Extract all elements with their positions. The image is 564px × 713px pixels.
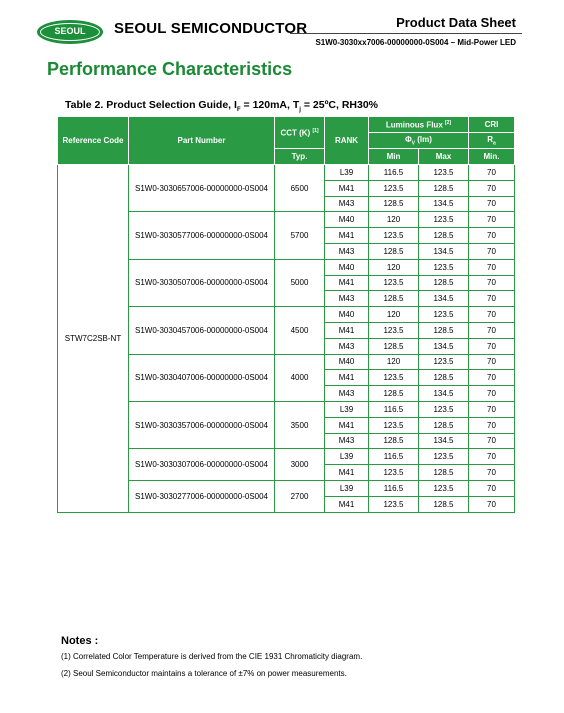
part-number-cell: S1W0-3030657006-00000000-0S004 <box>129 165 275 212</box>
header-cct-typ: Typ. <box>275 149 325 165</box>
flux-max-cell: 123.5 <box>419 401 469 417</box>
flux-min-cell: 128.5 <box>369 386 419 402</box>
document-subtitle: S1W0-3030xx7006-00000000-0S004 – Mid-Power LED <box>315 38 516 47</box>
flux-min-cell: 128.5 <box>369 338 419 354</box>
header-reference-code: Reference Code <box>58 117 129 165</box>
flux-max-cell: 128.5 <box>419 275 469 291</box>
part-number-cell: S1W0-3030407006-00000000-0S004 <box>129 354 275 401</box>
cri-cell: 70 <box>469 465 515 481</box>
product-selection-table <box>57 116 515 513</box>
document-title: Product Data Sheet <box>396 15 516 30</box>
flux-max-cell: 134.5 <box>419 291 469 307</box>
flux-max-cell: 123.5 <box>419 259 469 275</box>
flux-min-cell: 116.5 <box>369 449 419 465</box>
flux-max-cell: 134.5 <box>419 386 469 402</box>
cri-cell: 70 <box>469 196 515 212</box>
flux-min-cell: 123.5 <box>369 370 419 386</box>
flux-min-cell: 123.5 <box>369 322 419 338</box>
rank-cell: M41 <box>325 180 369 196</box>
part-number-cell: S1W0-3030307006-00000000-0S004 <box>129 449 275 481</box>
flux-max-cell: 123.5 <box>419 480 469 496</box>
flux-max-cell: 128.5 <box>419 322 469 338</box>
flux-max-cell: 128.5 <box>419 228 469 244</box>
rank-cell: M41 <box>325 228 369 244</box>
flux-min-cell: 128.5 <box>369 243 419 259</box>
cri-cell: 70 <box>469 433 515 449</box>
rank-cell: M43 <box>325 291 369 307</box>
cct-cell: 3500 <box>275 401 325 448</box>
header-cri-ra: $R_a$ <box>469 133 515 149</box>
cri-cell: 70 <box>469 180 515 196</box>
header-part-number: Part Number <box>129 117 275 165</box>
flux-max-cell: 123.5 <box>419 307 469 323</box>
rank-cell: M43 <box>325 338 369 354</box>
table-row <box>58 165 515 181</box>
rank-cell: M40 <box>325 212 369 228</box>
rank-cell: M41 <box>325 496 369 512</box>
header-cct: CCT (K) [1] <box>275 117 325 149</box>
rank-cell: M43 <box>325 243 369 259</box>
cri-cell: 70 <box>469 259 515 275</box>
cri-cell: 70 <box>469 338 515 354</box>
rank-cell: L39 <box>325 449 369 465</box>
header-luminous-flux-unit: $\Phi_V$ (lm) <box>369 133 469 149</box>
flux-max-cell: 128.5 <box>419 180 469 196</box>
flux-max-cell: 128.5 <box>419 465 469 481</box>
part-number-cell: S1W0-3030277006-00000000-0S004 <box>129 480 275 512</box>
header-cri: CRI <box>469 117 515 133</box>
cri-cell: 70 <box>469 354 515 370</box>
header-cri-min: Min. <box>469 149 515 165</box>
flux-min-cell: 120 <box>369 354 419 370</box>
cct-cell: 5700 <box>275 212 325 259</box>
flux-min-cell: 120 <box>369 212 419 228</box>
table-caption: Table 2. Product Selection Guide, $I_F = 120mA$, $T_j$ = 25ºC, RH30% <box>65 99 379 114</box>
cct-cell: 5000 <box>275 259 325 306</box>
flux-min-cell: 123.5 <box>369 465 419 481</box>
part-number-cell: S1W0-3030357006-00000000-0S004 <box>129 401 275 448</box>
flux-max-cell: 123.5 <box>419 165 469 181</box>
cct-cell: 2700 <box>275 480 325 512</box>
cct-cell: 3000 <box>275 449 325 481</box>
rank-cell: L39 <box>325 165 369 181</box>
flux-max-cell: 134.5 <box>419 196 469 212</box>
flux-min-cell: 128.5 <box>369 433 419 449</box>
rank-cell: M43 <box>325 196 369 212</box>
header-max: Max <box>419 149 469 165</box>
rank-cell: M41 <box>325 322 369 338</box>
flux-min-cell: 123.5 <box>369 496 419 512</box>
flux-max-cell: 128.5 <box>419 496 469 512</box>
flux-max-cell: 134.5 <box>419 338 469 354</box>
cri-cell: 70 <box>469 275 515 291</box>
cri-cell: 70 <box>469 480 515 496</box>
part-number-cell: S1W0-3030577006-00000000-0S004 <box>129 212 275 259</box>
company-name: SEOUL SEMICONDUCTOR <box>114 20 308 37</box>
flux-min-cell: 116.5 <box>369 401 419 417</box>
cri-cell: 70 <box>469 449 515 465</box>
section-title: Performance Characteristics <box>47 59 293 79</box>
rank-cell: L39 <box>325 401 369 417</box>
note-item: (1) Correlated Color Temperature is derived from the CIE 1931 Chromaticity diagram. <box>61 652 363 661</box>
cri-cell: 70 <box>469 291 515 307</box>
header-min: Min <box>369 149 419 165</box>
flux-min-cell: 123.5 <box>369 180 419 196</box>
rank-cell: M41 <box>325 417 369 433</box>
cri-cell: 70 <box>469 370 515 386</box>
rank-cell: M43 <box>325 433 369 449</box>
flux-min-cell: 123.5 <box>369 417 419 433</box>
flux-max-cell: 123.5 <box>419 449 469 465</box>
rank-cell: M41 <box>325 275 369 291</box>
flux-min-cell: 120 <box>369 307 419 323</box>
flux-max-cell: 134.5 <box>419 433 469 449</box>
rank-cell: M40 <box>325 354 369 370</box>
table-body <box>58 165 515 513</box>
rank-cell: M41 <box>325 465 369 481</box>
part-number-cell: S1W0-3030457006-00000000-0S004 <box>129 307 275 354</box>
cct-cell: 6500 <box>275 165 325 212</box>
flux-min-cell: 128.5 <box>369 291 419 307</box>
cri-cell: 70 <box>469 496 515 512</box>
header-rank: RANK <box>325 117 369 165</box>
company-logo <box>37 20 103 44</box>
flux-min-cell: 128.5 <box>369 196 419 212</box>
flux-min-cell: 123.5 <box>369 275 419 291</box>
rank-cell: L39 <box>325 480 369 496</box>
notes-title: Notes : <box>61 635 99 647</box>
cri-cell: 70 <box>469 307 515 323</box>
flux-max-cell: 134.5 <box>419 243 469 259</box>
rank-cell: M40 <box>325 307 369 323</box>
part-number-cell: S1W0-3030507006-00000000-0S004 <box>129 259 275 306</box>
note-item: (2) Seoul Semiconductor maintains a tolerance of ±7% on power measurements. <box>61 669 347 678</box>
flux-max-cell: 123.5 <box>419 354 469 370</box>
flux-min-cell: 116.5 <box>369 480 419 496</box>
cct-cell: 4500 <box>275 307 325 354</box>
reference-code-cell: STW7C2SB-NT <box>58 165 129 513</box>
rank-cell: M43 <box>325 386 369 402</box>
cri-cell: 70 <box>469 401 515 417</box>
cri-cell: 70 <box>469 165 515 181</box>
rank-cell: M41 <box>325 370 369 386</box>
rank-cell: M40 <box>325 259 369 275</box>
flux-max-cell: 128.5 <box>419 370 469 386</box>
flux-min-cell: 120 <box>369 259 419 275</box>
cri-cell: 70 <box>469 322 515 338</box>
header-divider <box>290 33 522 34</box>
flux-max-cell: 123.5 <box>419 212 469 228</box>
flux-max-cell: 128.5 <box>419 417 469 433</box>
cri-cell: 70 <box>469 212 515 228</box>
cri-cell: 70 <box>469 228 515 244</box>
cri-cell: 70 <box>469 417 515 433</box>
cri-cell: 70 <box>469 386 515 402</box>
cri-cell: 70 <box>469 243 515 259</box>
cct-cell: 4000 <box>275 354 325 401</box>
logo-text: SEOUL <box>54 26 86 36</box>
flux-min-cell: 116.5 <box>369 165 419 181</box>
flux-min-cell: 123.5 <box>369 228 419 244</box>
header-luminous-flux: Luminous Flux [2] <box>369 117 469 133</box>
